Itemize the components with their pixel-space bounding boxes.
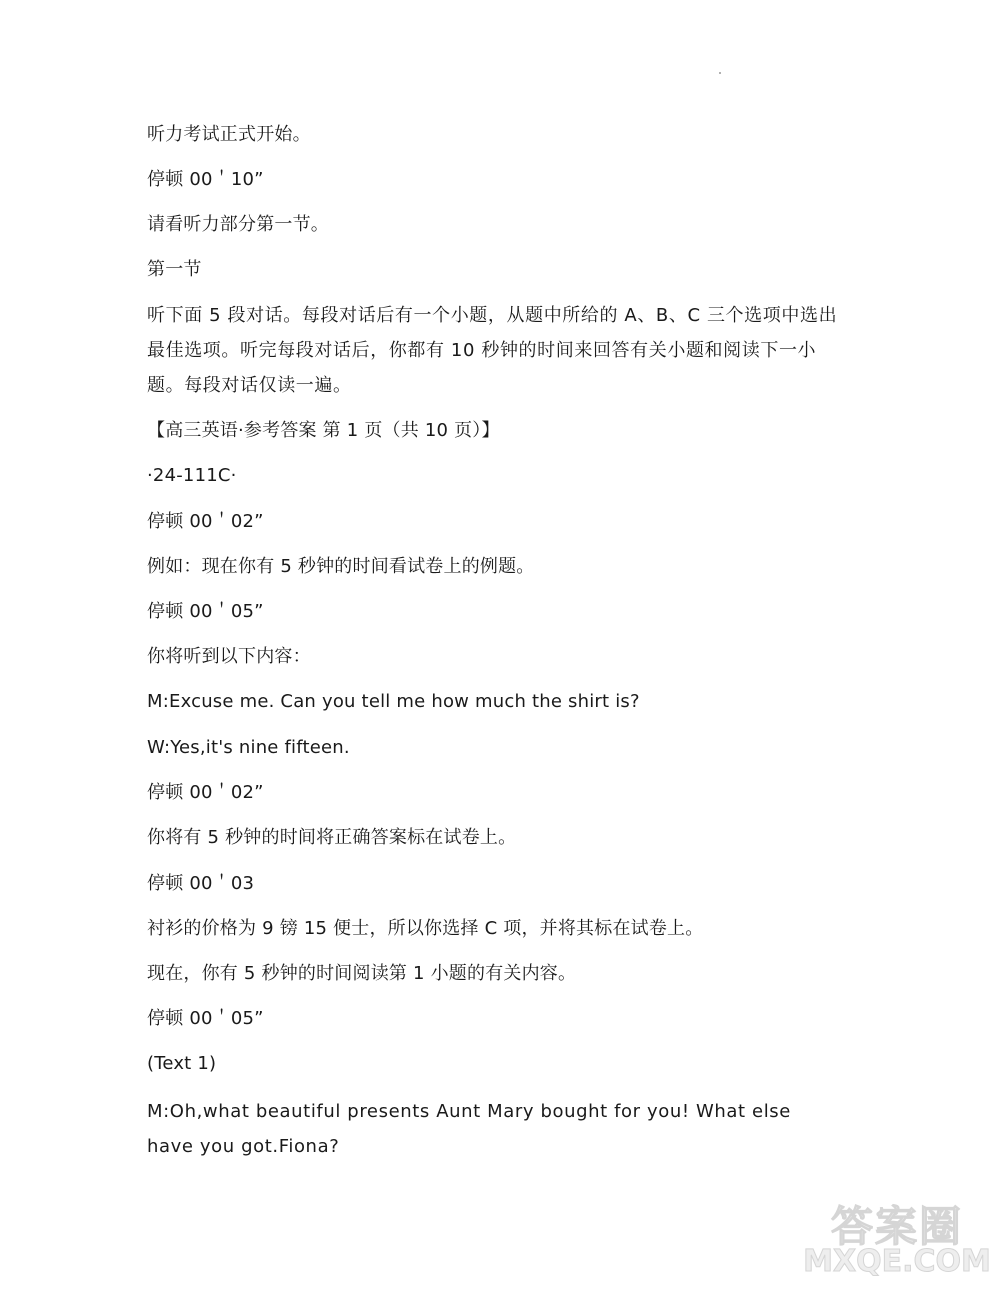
scan-speck	[719, 72, 721, 74]
page-footer-note: 【高三英语·参考答案 第 1 页（共 10 页）】	[147, 420, 500, 441]
text-line: 听力考试正式开始。	[147, 124, 311, 145]
text-label: (Text 1)	[147, 1053, 217, 1074]
text-line: 停顿 00＇05”	[147, 1008, 264, 1029]
section-heading: 第一节	[147, 259, 202, 280]
text-line: 你将有 5 秒钟的时间将正确答案标在试卷上。	[147, 827, 517, 848]
dialogue-line: W:Yes,it's nine fifteen.	[147, 737, 350, 758]
exam-code: ·24-111C·	[147, 465, 237, 486]
watermark-top: 答案圈	[830, 1202, 963, 1251]
text-line: 现在，你有 5 秒钟的时间阅读第 1 小题的有关内容。	[147, 963, 577, 984]
text-line: 请看听力部分第一节。	[147, 214, 329, 235]
text-line: 停顿 00＇03	[147, 873, 255, 894]
watermark-logo	[802, 1194, 992, 1290]
text-line: 衬衫的价格为 9 镑 15 便士，所以你选择 C 项，并将其标在试卷上。	[147, 918, 704, 939]
text-line: 停顿 00＇05”	[147, 601, 264, 622]
text-line: 你将听到以下内容：	[147, 646, 311, 667]
text-line: 停顿 00＇10”	[147, 169, 264, 190]
text-line: 例如：现在你有 5 秒钟的时间看试卷上的例题。	[147, 556, 535, 577]
dialogue-line: M:Oh,what beautiful presents Aunt Mary bought for you! What else have you got.Fiona?	[147, 1101, 791, 1157]
watermark-bottom: MXQE.COM	[803, 1244, 991, 1279]
text-line: 停顿 00＇02”	[147, 782, 264, 803]
dialogue-line: M:Excuse me. Can you tell me how much the shirt is?	[147, 691, 640, 712]
instruction-paragraph: 听下面 5 段对话。每段对话后有一个小题，从题中所给的 A、B、C 三个选项中选出最佳选项。听完每段对话后，你都有 10 秒钟的时间来回答有关小题和阅读下一小题。每段对话仅读一遍。	[147, 305, 838, 396]
text-line: 停顿 00＇02”	[147, 511, 264, 532]
